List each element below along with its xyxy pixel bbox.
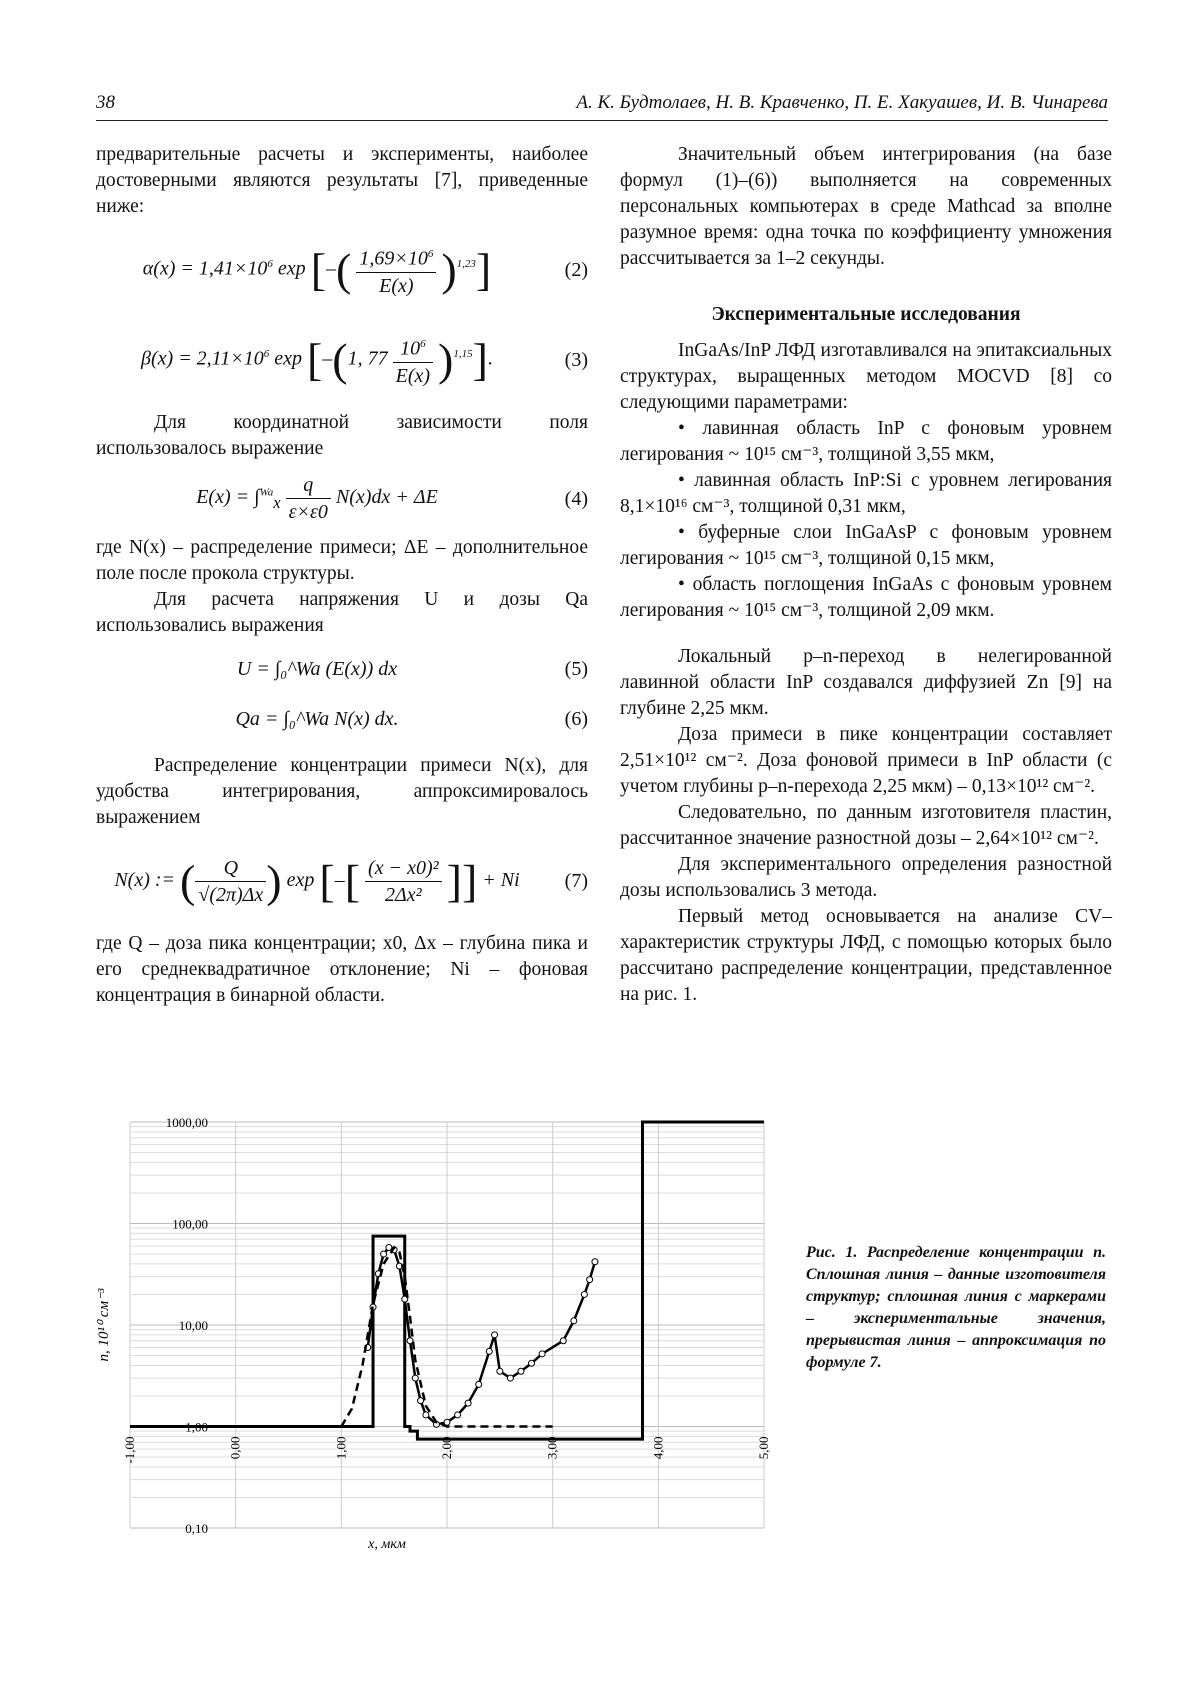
data-point	[418, 1398, 424, 1404]
data-point	[507, 1375, 513, 1381]
x-tick-label: 5,00	[756, 1436, 771, 1460]
right-column	[620, 142, 1112, 1008]
left-paragraph-4: Для расчета напряжения U и дозы Qa использовались выражения	[96, 589, 588, 636]
data-point	[587, 1277, 593, 1283]
equation-5: U = ∫₀^Wa (E(x)) dx (5)	[236, 658, 588, 680]
equation-7-number: (7)	[564, 870, 588, 892]
list-item: • буферные слои InGaAsP с фоновым уровнем легирования ~ 10¹⁵ см⁻³, толщиной 0,15 мкм,	[620, 520, 1112, 572]
data-point	[455, 1412, 461, 1418]
data-point	[518, 1368, 524, 1374]
data-point	[476, 1381, 482, 1387]
data-point	[381, 1251, 387, 1257]
equation-3-number: (3)	[564, 349, 588, 371]
section-heading: Экспериментальные исследования	[711, 304, 1021, 325]
right-paragraph-6: Для экспериментального определения разностной дозы использовались 3 метода.	[620, 854, 1112, 901]
x-tick-label: -1,00	[122, 1436, 137, 1464]
left-paragraph-1: предварительные расчеты и эксперименты, наиболее достоверными являются результаты [7], приведенные ниже:	[96, 144, 588, 217]
x-tick-label: 2,00	[439, 1436, 454, 1460]
equation-3: $\beta(x) = 2,11\times 10^6$ exp [–(1, 77 $\frac{10^6}{E(x)}$ )$^{1,15}$]. (3)	[96, 320, 588, 400]
data-point	[423, 1412, 429, 1418]
page-header	[96, 92, 1108, 121]
figure-1-chart	[96, 1112, 771, 1590]
left-column	[96, 142, 588, 1009]
x-axis-label: x, мкм	[368, 1537, 406, 1552]
right-paragraph-2: InGaAs/InP ЛФД изготавливался на эпитаксиальных структурах, выращенных методом MOCVD [8] со следующими параметрами:	[620, 340, 1112, 413]
right-paragraph-1: Значительный объем интегрирования (на базе формул (1)–(6)) выполняется на современных персональных компьютерах в среде Mathcad за вполне разумное время: одна точка по коэффициенту умножения рассчитывается за 1–2 секунды.	[620, 144, 1112, 269]
data-point	[529, 1360, 535, 1366]
list-item: • лавинная область InP с фоновым уровнем легирования ~ 10¹⁵ см⁻³, толщиной 3,55 мкм,	[620, 416, 1112, 468]
right-paragraph-4: Доза примеси в пике концентрации составляет 2,51×10¹² см⁻². Доза фоновой примеси в InP области (с учетом глубины p–n-перехода 2,25 мкм) – 0,13×10¹² см⁻².	[620, 724, 1112, 797]
authors: А. К. Будтолаев, Н. В. Кравченко, П. Е. Хакуашев, И. В. Чинарева	[576, 92, 1108, 113]
y-tick-label: 0,10	[185, 1521, 208, 1536]
x-tick-label: 0,00	[227, 1436, 243, 1460]
x-tick-label: 1,00	[333, 1436, 349, 1460]
y-tick-label: 10,00	[178, 1318, 208, 1333]
equation-4-number: (4)	[564, 487, 588, 510]
data-point	[592, 1259, 598, 1265]
y-tick-label: 1,00	[185, 1419, 208, 1435]
left-paragraph-6: где Q – доза пика концентрации; x0, Δx – глубина пика и его среднеквадратичное отклонение; Ni – фоновая концентрация в бинарной области.	[96, 933, 588, 1006]
data-point	[560, 1338, 566, 1344]
right-paragraph-7: Первый метод основывается на анализе CV–характеристик структуры ЛФД, с помощью которых было рассчитано распределение концентрации, представленное на рис. 1.	[620, 906, 1112, 1005]
data-point	[497, 1368, 503, 1374]
figure-caption: Рис. 1. Распределение концентрации n. Сплошная линия – данные изготовителя структур; сплошная линия с маркерами – экспериментальные значения, прерывистая линия – аппроксимация по формуле 7.	[806, 1244, 1106, 1371]
equation-7: N(x) := ( $\frac{Q}{√(2\pi)\Delta x}$ ) exp [–[ $\frac{\text{(x − x0)²}}{\text{2Δx²}}$ ]] + Ni (7)	[114, 855, 588, 906]
data-point	[492, 1332, 498, 1338]
page-number: 38	[96, 92, 115, 113]
y-tick-label: 1000,00	[165, 1115, 208, 1130]
data-point	[486, 1348, 492, 1354]
x-tick-label: 4,00	[650, 1436, 666, 1460]
data-point	[581, 1291, 587, 1297]
list-item: • лавинная область InP:Si с уровнем легирования 8,1×10¹⁶ см⁻³, толщиной 0,31 мкм,	[620, 468, 1112, 520]
y-tick-label: 100,00	[172, 1216, 208, 1232]
y-axis-label: n, 10¹⁰ см⁻³	[96, 1288, 112, 1362]
list-item: • область поглощения InGaAs с фоновым уровнем легирования ~ 10¹⁵ см⁻³, толщиной 2,09 мкм.	[620, 572, 1112, 624]
equation-4: E(x) = ∫$^{Wa}_x$ $\frac{q}{\varepsilon\times\varepsilon 0}$ N(x)dx + ΔE (4)	[196, 474, 588, 523]
equation-6-number: (6)	[564, 708, 588, 730]
data-point	[571, 1318, 577, 1324]
right-paragraph-3: Локальный p–n-переход в нелегированной лавинной области InP создавался диффузией Zn [9] на глубине 2,25 мкм.	[620, 646, 1112, 719]
x-tick-label: 3,00	[544, 1436, 560, 1460]
left-paragraph-2: Для координатной зависимости поля использовалось выражение	[96, 412, 588, 459]
data-point	[465, 1400, 471, 1406]
equation-5-number: (5)	[564, 658, 588, 680]
equation-2: $\alpha(x) = 1,41\times 10^6$ exp [–( $\frac{1,69\times 10^6}{E(x)}$ )$^{1,23}$] (2)	[96, 230, 588, 310]
equation-6: Qa = ∫₀^Wa N(x) dx. (6)	[235, 708, 588, 730]
left-paragraph-5: Распределение концентрации примеси N(x), для удобства интегрирования, аппроксимировалось выражением	[96, 755, 588, 828]
data-point	[539, 1351, 545, 1357]
equation-2-number: (2)	[564, 259, 588, 281]
chart-svg	[96, 1112, 771, 1590]
right-paragraph-5: Следовательно, по данным изготовителя пластин, рассчитанное значение разностной дозы – 2,64×10¹² см⁻².	[620, 802, 1112, 849]
data-point	[412, 1375, 418, 1381]
series-line	[368, 1248, 595, 1425]
left-paragraph-3: где N(x) – распределение примеси; ΔE – дополнительное поле после прокола структуры.	[96, 537, 588, 584]
